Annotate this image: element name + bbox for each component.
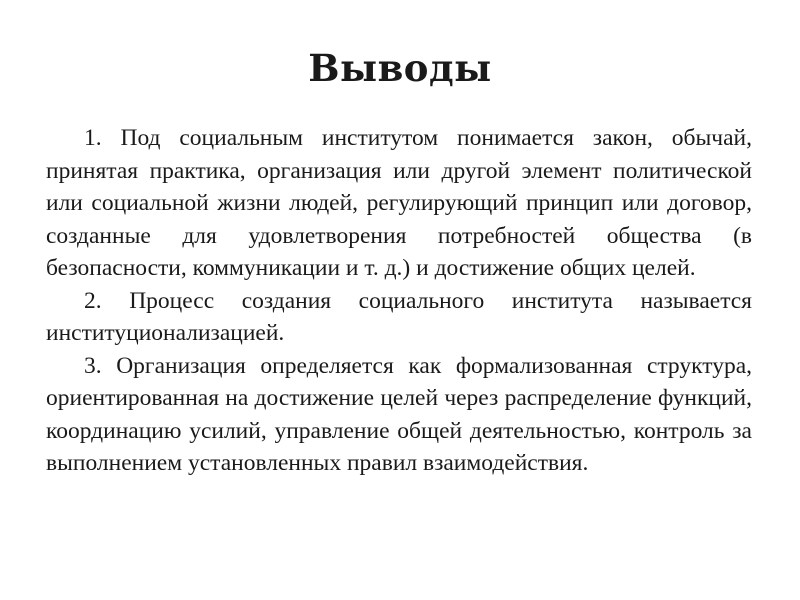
conclusions-list [46, 122, 752, 480]
conclusion-point-3: 3. Организация определяется как формализованная структура, ориентированная на достижение целей через распределение функций, координацию усилий, управление общей деятельностью, контроль за выполнением установленных правил взаимодействия. [46, 352, 752, 476]
conclusion-point-2: 2. Процесс создания социального института называется институционализацией. [46, 287, 752, 346]
slide-title: Выводы [308, 46, 492, 90]
conclusion-point-1: 1. Под социальным институтом понимается закон, обычай, принятая практика, организация или другой элемент политической или социальной жизни людей, регулирующий принцип или договор, созданные для удовлетворения потребностей общества (в безопасности, коммуникации и т. д.) и достижение общих целей. [46, 125, 752, 281]
